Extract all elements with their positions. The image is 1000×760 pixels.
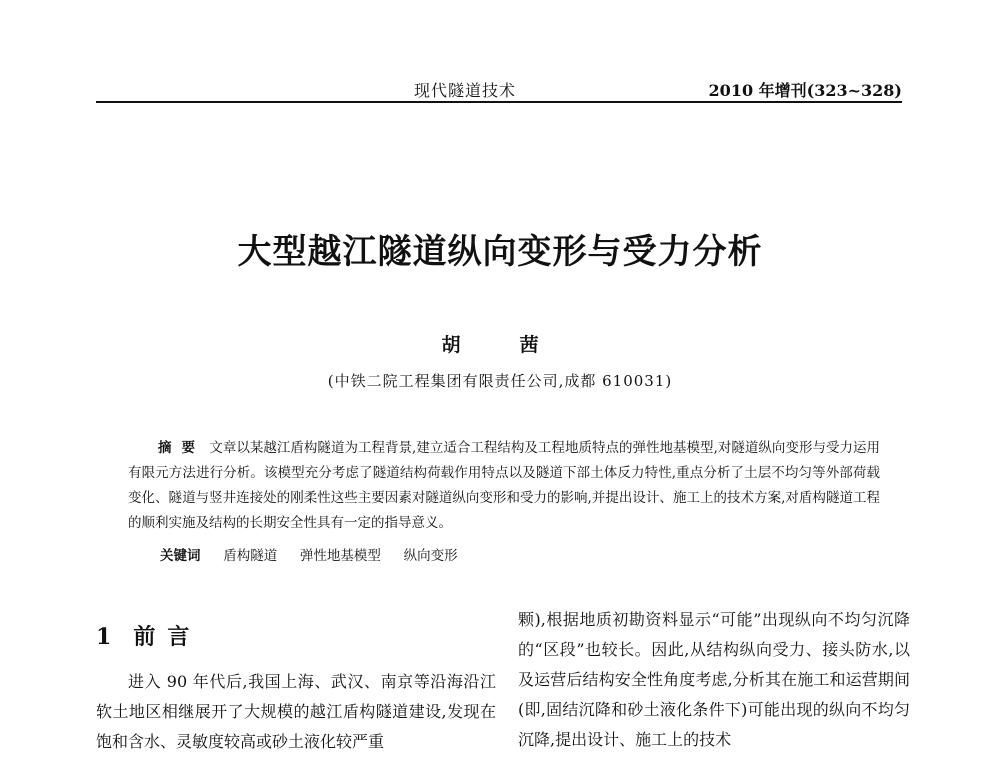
journal-name: 现代隧道技术 xyxy=(414,81,517,100)
keyword-item: 纵向变形 xyxy=(403,548,458,564)
abstract xyxy=(128,436,880,536)
keyword-item: 盾构隧道 xyxy=(223,548,278,564)
left-column xyxy=(96,620,496,757)
section-number: 1 xyxy=(96,624,114,650)
keywords xyxy=(160,544,476,564)
author-name: 胡 茜 xyxy=(441,334,559,356)
running-header xyxy=(96,78,902,100)
section-title: 前言 xyxy=(133,624,202,650)
section-heading xyxy=(96,620,496,651)
keyword-item: 弹性地基模型 xyxy=(299,548,381,564)
header-rule xyxy=(96,101,902,103)
right-column xyxy=(518,605,910,755)
keywords-label: 关键词 xyxy=(160,548,201,564)
article-title: 大型越江隧道纵向变形与受力分析 xyxy=(237,232,763,272)
abstract-label: 摘要 xyxy=(158,440,206,456)
issue-info: 2010 年增刊(323~328) xyxy=(708,81,902,100)
author-affiliation: (中铁二院工程集团有限责任公司,成都 610031) xyxy=(327,372,673,390)
abstract-text: 文章以某越江盾构隧道为工程背景,建立适合工程结构及工程地质特点的弹性地基模型,对隧道纵向变形与受力运用有限元方法进行分析。该模型充分考虑了隧道结构荷载作用特点以及隧道下部土体反力特性,重点分析了土层不均匀等外部荷载变化、隧道与竖井连接处的刚柔性这些主要因素对隧道纵向变形和受力的影响,并提出设计、施工上的技术方案,对盾构隧道工程的顺利实施及结构的长期安全性具有一定的指导意义。 xyxy=(128,440,880,531)
body-paragraph: 进入 90 年代后,我国上海、武汉、南京等沿海沿江软土地区相继展开了大规模的越江盾构隧道建设,发现在饱和含水、灵敏度较高或砂土液化较严重 xyxy=(96,672,496,751)
body-paragraph-continued: 颗),根据地质初勘资料显示“可能”出现纵向不均匀沉降的“区段”也较长。因此,从结构纵向受力、接头防水,以及运营后结构安全性角度考虑,分析其在施工和运营期间(即,固结沉降和砂土液化条件下)可能出现的纵向不均匀沉降,提出设计、施工上的技术 xyxy=(518,610,910,749)
